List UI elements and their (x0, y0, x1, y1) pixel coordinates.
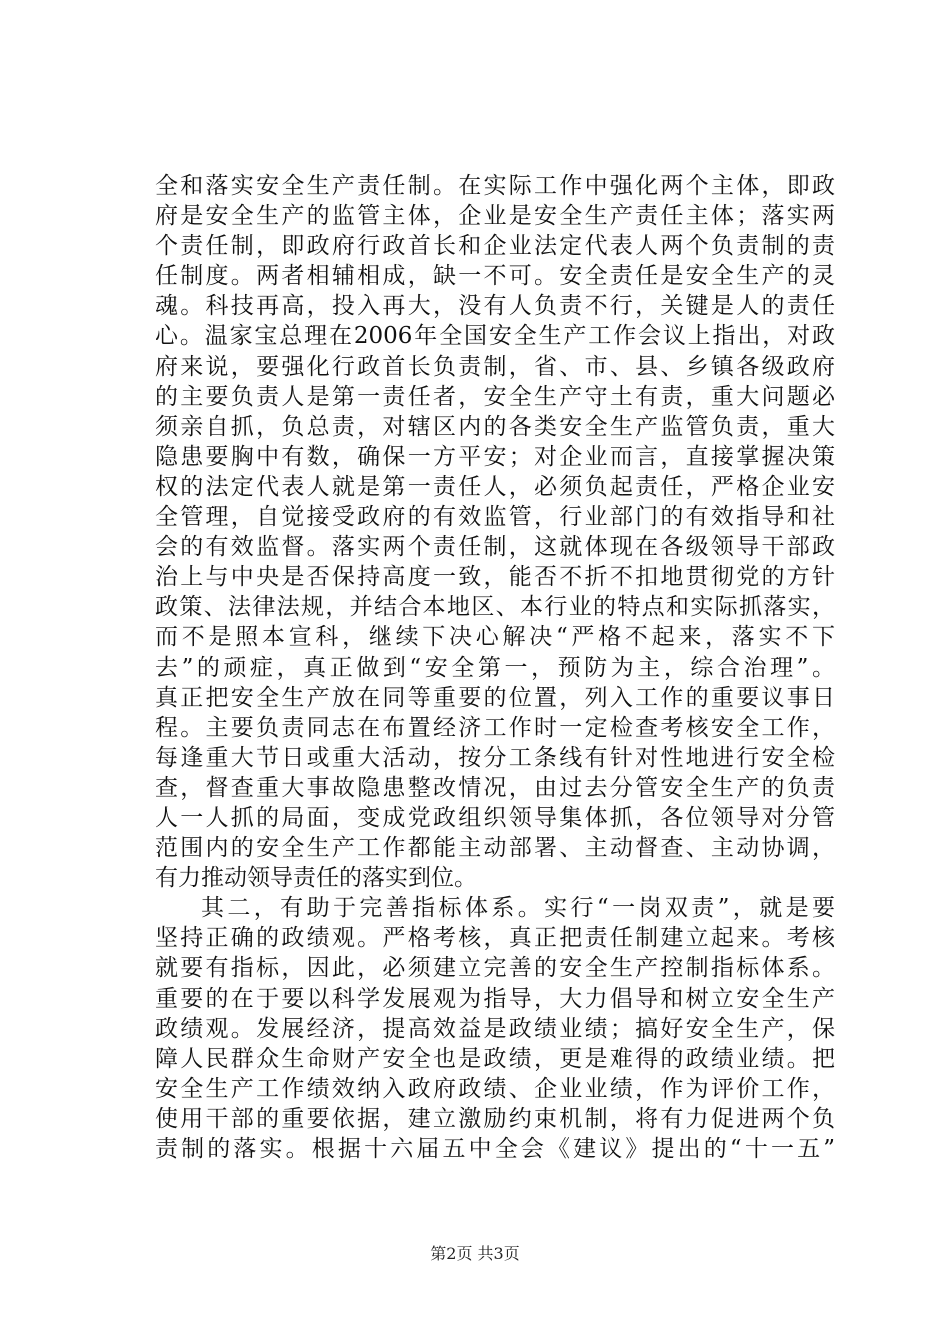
text-line: 权的法定代表人就是第一责任人，必须负起责任，严格企业安 (155, 473, 835, 500)
text-line: 范围内的安全生产工作都能主动部署、主动督查、主动协调， (155, 835, 835, 862)
paragraph-first-line: 其二，有助于完善指标体系。实行“一岗双责”，就是要 (201, 895, 835, 922)
text-line: 责制的落实。根据十六届五中全会《建议》提出的“十一五” (155, 1136, 835, 1162)
text-line: 全管理，自觉接受政府的有效监管，行业部门的有效指导和社 (155, 504, 835, 531)
text-line: 政绩观。发展经济，提高效益是政绩业绩；搞好安全生产，保 (155, 1015, 835, 1042)
text-line: 障人民群众生命财产安全也是政绩，更是难得的政绩业绩。把 (155, 1045, 835, 1072)
text-line: 每逢重大节日或重大活动，按分工条线有针对性地进行安全检 (155, 744, 835, 771)
text-line: 会的有效监督。落实两个责任制，这就体现在各级领导干部政 (155, 534, 835, 561)
text-line: 政策、法律法规，并结合本地区、本行业的特点和实际抓落实， (155, 594, 835, 621)
text-line: 个责任制，即政府行政首长和企业法定代表人两个负责制的责 (155, 233, 835, 260)
text-line: 的主要负责人是第一责任者，安全生产守土有责，重大问题必 (155, 383, 835, 410)
text-line: 安全生产工作绩效纳入政府政绩、企业业绩，作为评价工作， (155, 1075, 835, 1102)
text-line: 人一人抓的局面，变成党政组织领导集体抓，各位领导对分管 (155, 804, 835, 831)
text-line: 隐患要胸中有数，确保一方平安；对企业而言，直接掌握决策 (155, 443, 835, 470)
text-line: 府是安全生产的监管主体，企业是安全生产责任主体；落实两 (155, 203, 835, 230)
body-text (155, 171, 835, 1164)
text-line: 有力推动领导责任的落实到位。 (155, 865, 477, 892)
text-line: 府来说，要强化行政首长负责制，省、市、县、乡镇各级政府 (155, 353, 835, 380)
text-line: 坚持正确的政绩观。严格考核，真正把责任制建立起来。考核 (155, 925, 835, 952)
text-line: 魂。科技再高，投入再大，没有人负责不行，关键是人的责任 (155, 293, 835, 320)
text-line: 全和落实安全生产责任制。在实际工作中强化两个主体，即政 (155, 173, 835, 199)
text-line: 使用干部的重要依据，建立激励约束机制，将有力促进两个负 (155, 1105, 835, 1132)
text-line: 治上与中央是否保持高度一致，能否不折不扣地贯彻党的方针 (155, 564, 835, 591)
text-line: 任制度。两者相辅相成，缺一不可。安全责任是安全生产的灵 (155, 263, 835, 290)
text-line: 就要有指标，因此，必须建立完善的安全生产控制指标体系。 (155, 955, 835, 982)
text-line: 查，督查重大事故隐患整改情况，由过去分管安全生产的负责 (155, 774, 835, 801)
text-line: 须亲自抓，负总责，对辖区内的各类安全生产监管负责，重大 (155, 413, 835, 440)
text-line: 去”的顽症，真正做到“安全第一，预防为主，综合治理”。 (155, 654, 835, 681)
text-line: 重要的在于要以科学发展观为指导，大力倡导和树立安全生产 (155, 985, 835, 1012)
page-number-footer: 第2页 共3页 (430, 1244, 520, 1263)
text-line: 真正把安全生产放在同等重要的位置，列入工作的重要议事日 (155, 684, 835, 711)
text-line: 而不是照本宣科，继续下决心解决“严格不起来，落实不下 (155, 624, 835, 651)
text-line: 程。主要负责同志在布置经济工作时一定检查考核安全工作， (155, 714, 835, 741)
text-line: 心。温家宝总理在2006年全国安全生产工作会议上指出，对政 (155, 323, 835, 350)
